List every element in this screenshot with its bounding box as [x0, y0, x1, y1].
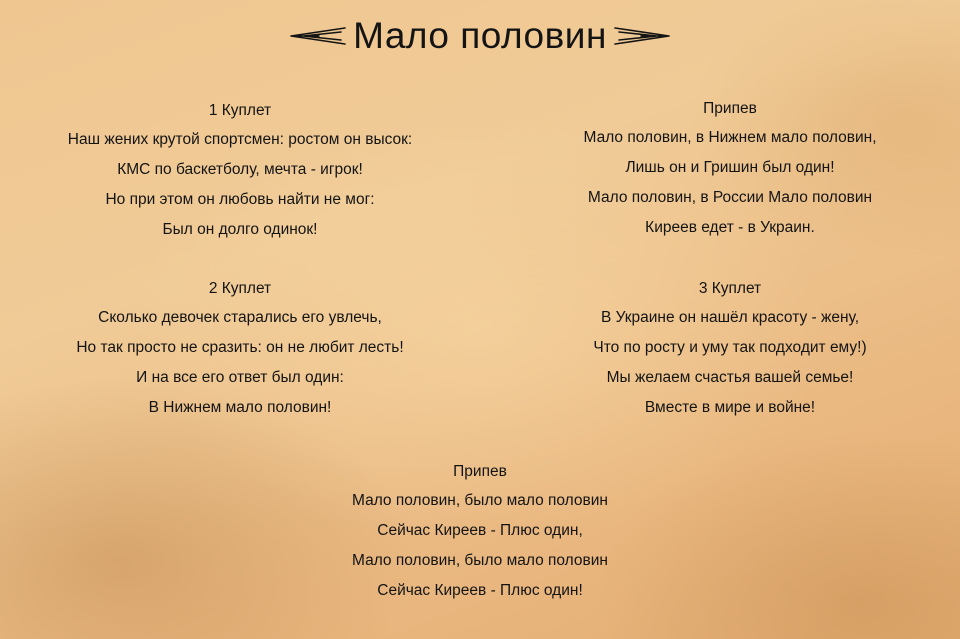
lyric-line: Но так просто не сразить: он не любит лесть!: [76, 339, 404, 356]
chorus-heading: Припев: [703, 100, 757, 117]
lyric-line: Мало половин, в Нижнем мало половин,: [583, 129, 877, 146]
lyric-line: Мало половин, было мало половин: [352, 492, 608, 509]
lyric-line: Сейчас Киреев - Плюс один,: [377, 522, 583, 539]
verse-3: [500, 275, 960, 423]
right-flourish-icon: [613, 25, 671, 47]
chorus-heading: Припев: [453, 463, 507, 480]
lyric-line: Но при этом он любовь найти не мог:: [105, 191, 375, 208]
title-row: [0, 8, 960, 64]
verse-heading: 2 Куплет: [208, 280, 272, 297]
lyric-line: Что по росту и уму так подходит ему!): [593, 339, 867, 356]
chorus-2: [240, 458, 720, 606]
lyric-line: КМС по баскетболу, мечта - игрок!: [117, 161, 363, 178]
chorus-1: [500, 95, 960, 243]
lyric-line: Вместе в мире и войне!: [644, 399, 816, 416]
lyric-line: В Украине он нашёл красоту - жену,: [600, 309, 860, 326]
lyric-line: Мало половин, в России Мало половин: [587, 189, 873, 206]
lyric-line: В Нижнем мало половин!: [148, 399, 332, 416]
lyric-line: Наш жених крутой спортсмен: ростом он высок:: [67, 131, 413, 148]
lyric-line: Был он долго одинок!: [162, 221, 318, 238]
lyric-line: И на все его ответ был один:: [136, 369, 344, 386]
page-title: Мало половин: [353, 15, 607, 56]
lyric-line: Мало половин, было мало половин: [352, 552, 608, 569]
verse-1: [20, 97, 460, 245]
lyric-line: Лишь он и Гришин был один!: [625, 159, 835, 176]
left-flourish-icon: [289, 25, 347, 47]
lyric-line: Киреев едет - в Украин.: [645, 219, 815, 236]
lyric-line: Сейчас Киреев - Плюс один!: [377, 582, 583, 599]
lyric-line: Сколько девочек старались его увлечь,: [98, 309, 382, 326]
verse-heading: 1 Куплет: [208, 102, 272, 119]
verse-heading: 3 Куплет: [698, 280, 762, 297]
lyric-line: Мы желаем счастья вашей семье!: [606, 369, 854, 386]
verse-2: [20, 275, 460, 423]
